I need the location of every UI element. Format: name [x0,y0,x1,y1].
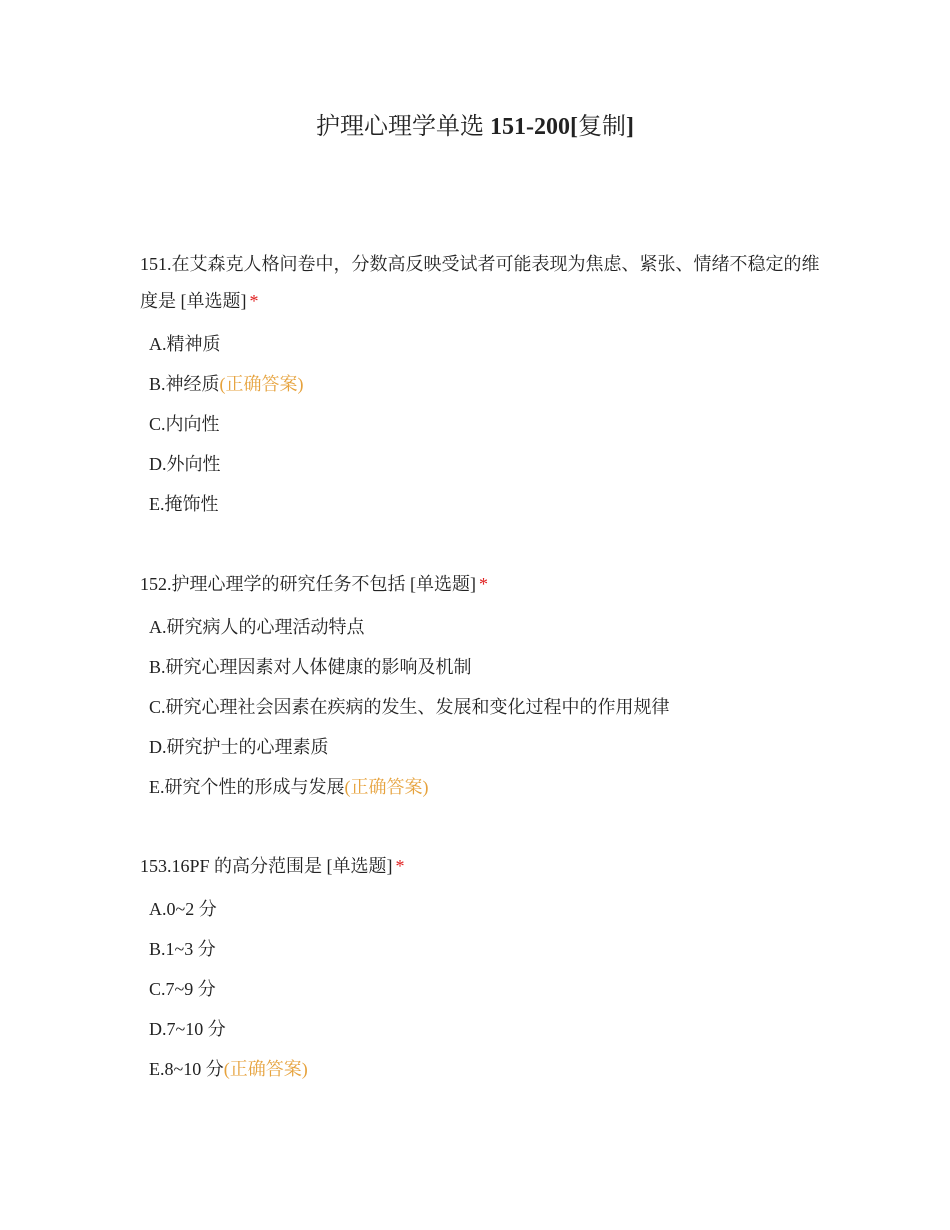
option-label: C.研究心理社会因素在疾病的发生、发展和变化过程中的作用规律 [149,697,670,717]
option-label: B.神经质 [149,374,220,394]
option-d [149,727,820,767]
option-b [149,364,820,404]
option-b [149,929,820,969]
option-c [149,969,820,1009]
correct-answer-tag: (正确答案) [344,777,429,797]
title-bracket-close: ] [625,114,634,140]
option-a [149,889,820,929]
option-label: C.内向性 [149,414,220,434]
option-label: D.外向性 [149,454,221,474]
option-list [140,324,820,524]
option-list [140,607,820,807]
option-d [149,444,820,484]
option-label: B.1~3 分 [149,939,216,959]
option-e [149,767,820,807]
option-e [149,1049,820,1089]
option-d [149,1009,820,1049]
option-a [149,324,820,364]
option-label: D.7~10 分 [149,1019,226,1039]
question-152 [140,566,820,807]
option-a [149,607,820,647]
required-star: * [395,856,405,876]
question-text [140,848,820,885]
title-prefix: 护理心理学单选 [316,114,490,140]
required-star: * [479,574,488,594]
question-153 [140,848,820,1089]
option-list [140,889,820,1089]
page-title [0,110,950,144]
option-c [149,404,820,444]
option-label: A.0~2 分 [149,899,217,919]
option-b [149,647,820,687]
option-label: E.研究个性的形成与发展 [149,777,345,797]
option-label: C.7~9 分 [149,979,216,999]
correct-answer-tag: (正确答案) [223,1059,308,1079]
question-151 [140,246,820,524]
question-text [140,566,820,603]
option-label: A.研究病人的心理活动特点 [149,617,365,637]
title-range: 151-200[ [490,114,578,140]
question-text [140,246,820,320]
option-c [149,687,820,727]
option-label: E.8~10 分 [149,1059,224,1079]
question-label: 152.护理心理学的研究任务不包括 [单选题] [140,574,476,594]
option-e [149,484,820,524]
correct-answer-tag: (正确答案) [219,374,304,394]
option-label: B.研究心理因素对人体健康的影响及机制 [149,657,472,677]
option-label: D.研究护士的心理素质 [149,737,329,757]
option-label: E.掩饰性 [149,494,219,514]
option-label: A.精神质 [149,334,221,354]
question-label: 153.16PF 的高分范围是 [单选题] [140,856,393,876]
question-label: 151.在艾森克人格问卷中，分数高反映受试者可能表现为焦虑、紧张、情绪不稳定的维度是 [单选题] [140,254,820,311]
title-copy-label: 复制 [577,114,626,140]
required-star: * [249,291,259,311]
